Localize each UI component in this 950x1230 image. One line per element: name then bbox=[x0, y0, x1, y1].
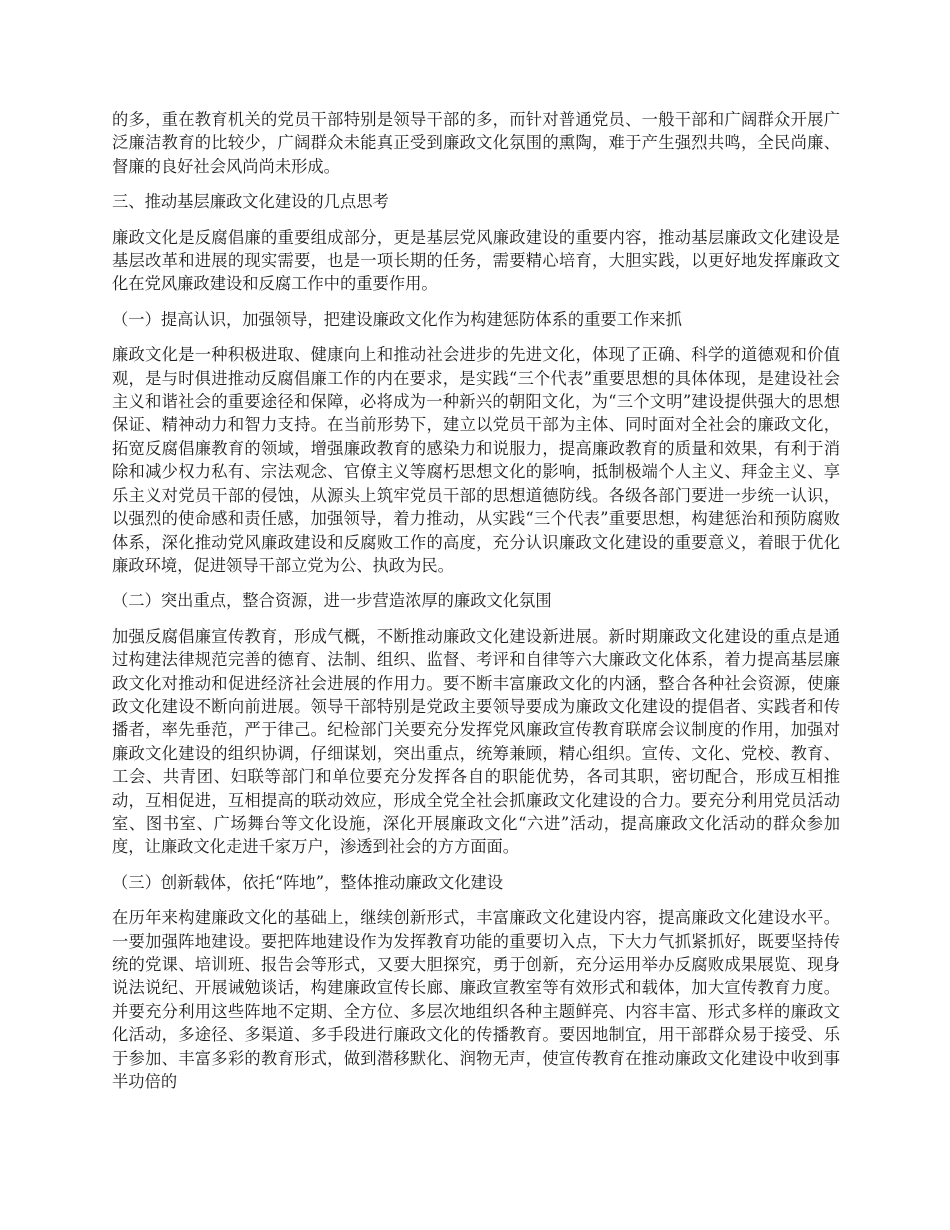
body-paragraph: 在历年来构建廉政文化的基础上，继续创新形式，丰富廉政文化建设内容，提高廉政文化建设水平。一要加强阵地建设。要把阵地建设作为发挥教育功能的重要切入点，下大力气抓紧抓好，既要坚持传统的党课、培训班、报告会等形式，又要大胆探究，勇于创新，充分运用举办反腐败成果展览、现身说法说纪、开展诫勉谈话，构建廉政宣传长廊、廉政宣教室等有效形式和载体，加大宣传教育力度。并要充分利用这些阵地不定期、全方位、多层次地组织各种主题鲜亮、内容丰富、形式多样的廉政文化活动，多途径、多渠道、多手段进行廉政文化的传播教育。要因地制宜，用干部群众易于接受、乐于参加、丰富多彩的教育形式，做到潜移默化、润物无声，使宣传教育在推动廉政文化建设中收到事半功倍的 bbox=[112, 908, 840, 1092]
body-paragraph: 廉政文化是反腐倡廉的重要组成部分，更是基层党风廉政建设的重要内容，推动基层廉政文化建设是基层改革和进展的现实需要，也是一项长期的任务，需要精心培育，大胆实践，以更好地发挥廉政文化在党风廉政建设和反腐工作中的重要作用。 bbox=[112, 227, 840, 294]
body-paragraph: 廉政文化是一种积极进取、健康向上和推动社会进步的先进文化，体现了正确、科学的道德观和价值观，是与时俱进推动反腐倡廉工作的内在要求，是实践“三个代表”重要思想的具体体现，是建设社会主义和谐社会的重要途径和保障，必将成为一种新兴的朝阳文化，为“三个文明”建设提供强大的思想保证、精神动力和智力支持。在当前形势下，建立以党员干部为主体、同时面对全社会的廉政文化，拓宽反腐倡廉教育的领域，增强廉政教育的感染力和说服力，提高廉政教育的质量和效果，有利于消除和减少权力私有、宗法观念、官僚主义等腐朽思想文化的影响，抵制极端个人主义、拜金主义、享乐主义对党员干部的侵蚀，从源头上筑牢党员干部的思想道德防线。各级各部门要进一步统一认识，以强烈的使命感和责任感，加强领导，着力推动，从实践“三个代表”重要思想，构建惩治和预防腐败体系，深化推动党风廉政建设和反腐败工作的高度，充分认识廉政文化建设的重要意义，着眼于优化廉政环境，促进领导干部立党为公、执政为民。 bbox=[112, 345, 840, 575]
subsection-heading: （二）突出重点，整合资源，进一步营造浓厚的廉政文化氛围 bbox=[112, 591, 552, 611]
section-heading: 三、推动基层廉政文化建设的几点思考 bbox=[112, 192, 389, 212]
subsection-heading: （三）创新载体，依托“阵地”，整体推动廉政文化建设 bbox=[112, 872, 504, 892]
body-paragraph: 的多，重在教育机关的党员干部特别是领导干部的多，而针对普通党员、一般干部和广阔群众开展广泛廉洁教育的比较少，广阔群众未能真正受到廉政文化氛围的熏陶，难于产生强烈共鸣，全民尚廉、督廉的良好社会风尚尚未形成。 bbox=[112, 110, 840, 176]
document-page bbox=[112, 108, 840, 1105]
body-paragraph: 加强反腐倡廉宣传教育，形成气概，不断推动廉政文化建设新进展。新时期廉政文化建设的重点是通过构建法律规范完善的德育、法制、组织、监督、考评和自律等六大廉政文化体系，着力提高基层廉政文化对推动和促进经济社会进展的作用力。要不断丰富廉政文化的内涵，整合各种社会资源，使廉政文化建设不断向前进展。领导干部特别是党政主要领导要成为廉政文化建设的提倡者、实践者和传播者，率先垂范，严于律己。纪检部门关要充分发挥党风廉政宣传教育联席会议制度的作用，加强对廉政文化建设的组织协调，仔细谋划，突出重点，统筹兼顾，精心组织。宣传、文化、党校、教育、工会、共青团、妇联等部门和单位要充分发挥各自的职能优势，各司其职，密切配合，形成互相推动，互相促进，互相提高的联动效应，形成全党全社会抓廉政文化建设的合力。要充分利用党员活动室、图书室、广场舞台等文化设施，深化开展廉政文化“六进”活动，提高廉政文化活动的群众参加度，让廉政文化走进千家万户，渗透到社会的方方面面。 bbox=[112, 626, 840, 857]
subsection-heading: （一）提高认识，加强领导，把建设廉政文化作为构建惩防体系的重要工作来抓 bbox=[112, 309, 682, 329]
